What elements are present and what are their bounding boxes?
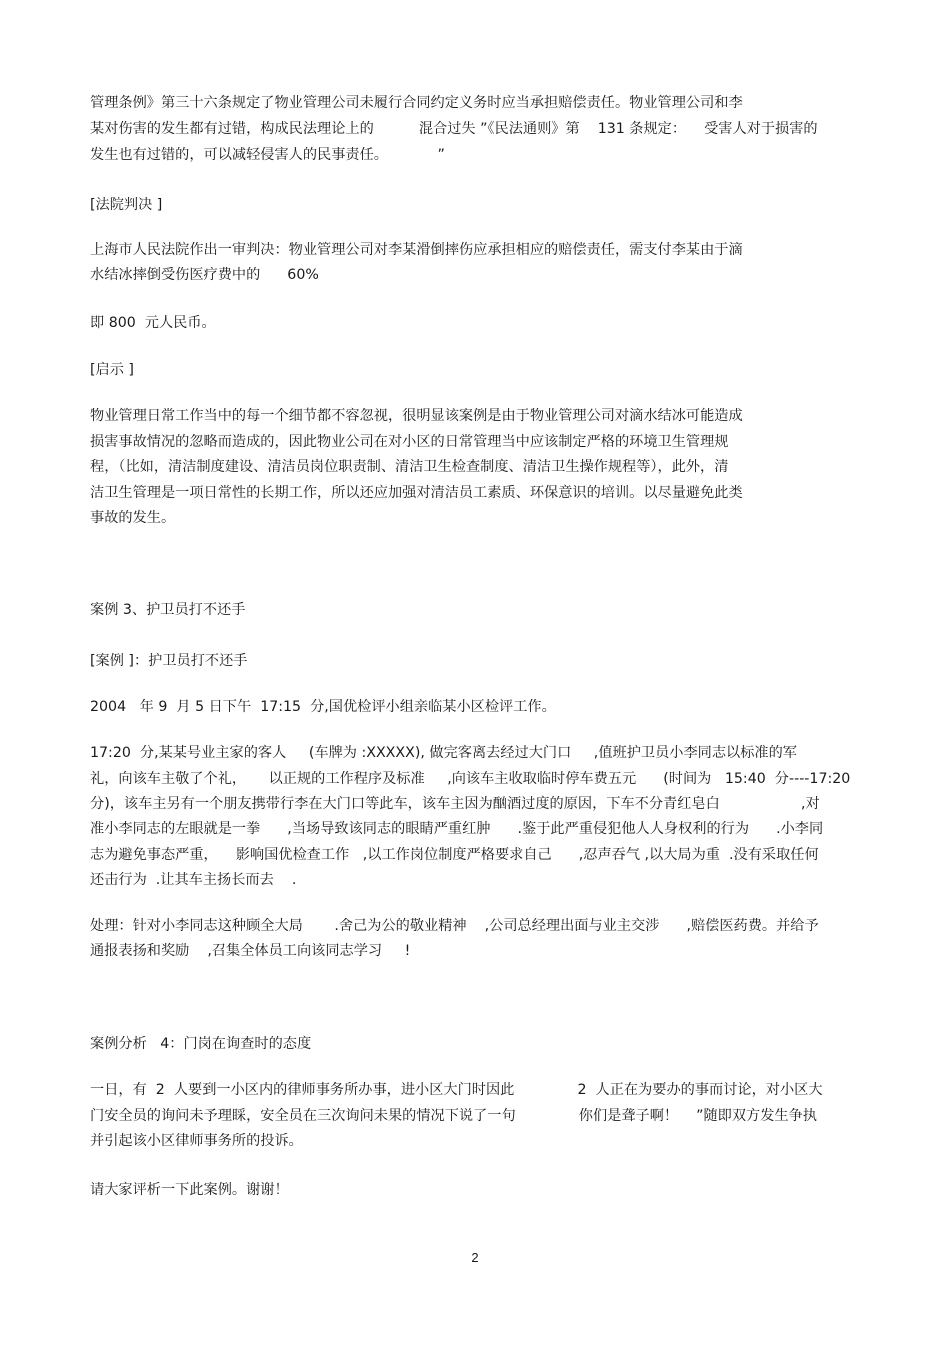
case-title: 案例 3、护卫员打不还手 bbox=[90, 602, 246, 618]
text-line: 上海市人民法院作出一审判决：物业管理公司对李某滑倒摔伤应承担相应的赔偿责任，需支付李某由于滴 bbox=[90, 242, 743, 258]
page-number: 2 bbox=[471, 1250, 479, 1265]
text-line: 并引起该小区律师事务所的投诉。 bbox=[90, 1133, 303, 1149]
text-line: 一日，有 2 人要到一小区内的律师事务所办事，进小区大门时因此 2 人正在为要办的事而讨论，对小区大 bbox=[90, 1082, 823, 1098]
text-line: 礼，向该车主敬了个礼， 以正规的工作程序及标准 ,向该车主收取临时停车费五元 (时间为 15:40 分----17:20 bbox=[90, 771, 851, 787]
text-line: 即 800 元人民币。 bbox=[90, 315, 216, 331]
text-line: 分)，该车主另有一个朋友携带行李在大门口等此车，该车主因为酗酒过度的原因，下车不分青红皂白 ,对 bbox=[90, 796, 820, 812]
text-line: 洁卫生管理是一项日常性的长期工作，所以还应加强对清洁员工素质、环保意识的培训。以尽量避免此类 bbox=[90, 485, 743, 501]
text-line: 事故的发生。 bbox=[90, 510, 176, 526]
text-line: 门安全员的询问未予理睬，安全员在三次询问未果的情况下说了一句 你们是聋子啊！ ”随即双方发生争执 bbox=[90, 1108, 817, 1124]
section-heading: [案例 ]：护卫员打不还手 bbox=[90, 653, 248, 669]
text-line: 处理：针对小李同志这种顾全大局 .舍己为公的敬业精神 ,公司总经理出面与业主交涉 ,赔偿医药费。并给予 bbox=[90, 918, 819, 934]
text-line: 发生也有过错的，可以减轻侵害人的民事责任。 ” bbox=[90, 147, 445, 163]
text-line: 2004 年 9 月 5 日下午 17:15 分,国优检评小组亲临某小区检评工作。 bbox=[90, 699, 556, 715]
text-line: 程，（比如，清洁制度建设、清洁员岗位职责制、清洁卫生检查制度、清洁卫生操作规程等），此外，清 bbox=[90, 459, 729, 475]
text-line: 准小李同志的左眼就是一拳 ,当场导致该同志的眼睛严重红肿 .鉴于此严重侵犯他人人身权利的行为 .小李同 bbox=[90, 821, 824, 837]
text-line: 还击行为 .让其车主扬长而去 . bbox=[90, 872, 297, 888]
text-line: 志为避免事态严重， 影响国优检查工作 ,以工作岗位制度严格要求自己 ,忍声吞气 ,以大局为重 .没有采取任何 bbox=[90, 847, 819, 863]
case-title: 案例分析 4：门岗在询查时的态度 bbox=[90, 1036, 312, 1052]
text-line: 某对伤害的发生都有过错，构成民法理论上的 混合过失 ”《民法通则》第 131 条规定： 受害人对于损害的 bbox=[90, 121, 818, 137]
text-line: 请大家评析一下此案例。谢谢！ bbox=[90, 1182, 289, 1198]
text-line: 通报表扬和奖励 ,召集全体员工向该同志学习 ! bbox=[90, 943, 411, 959]
section-heading: [启示 ] bbox=[90, 362, 134, 378]
text-line: 管理条例》第三十六条规定了物业管理公司未履行合同约定义务时应当承担赔偿责任。物业管理公司和李 bbox=[90, 95, 743, 111]
text-line: 17:20 分,某某号业主家的客人 (车牌为 :XXXXX), 做完客离去经过大门口 ,值班护卫员小李同志以标准的军 bbox=[90, 745, 797, 761]
text-line: 损害事故情况的忽略而造成的，因此物业公司在对小区的日常管理当中应该制定严格的环境卫生管理规 bbox=[90, 434, 729, 450]
section-heading: [法院判决 ] bbox=[90, 197, 163, 213]
text-line: 水结冰摔倒受伤医疗费中的 60% bbox=[90, 267, 319, 283]
text-line: 物业管理日常工作当中的每一个细节都不容忽视，很明显该案例是由于物业管理公司对滴水结冰可能造成 bbox=[90, 408, 743, 424]
